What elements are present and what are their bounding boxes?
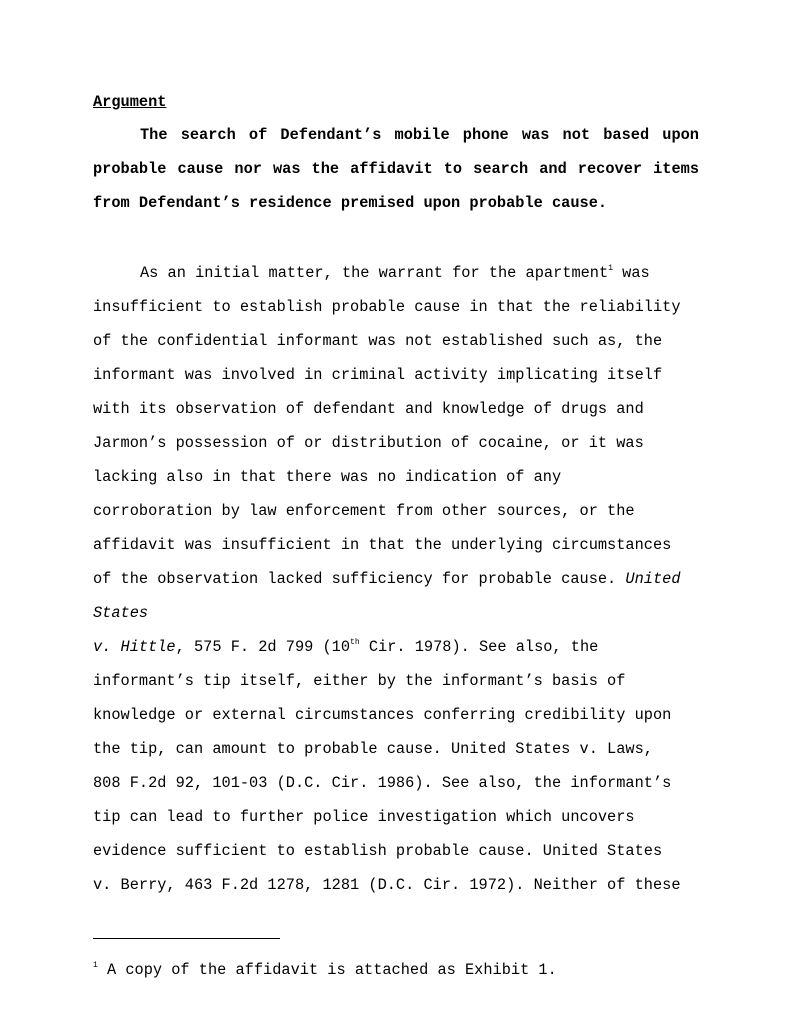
body-line — [93, 596, 699, 630]
body-line: lacking also in that there was no indication of any — [93, 468, 562, 486]
argument-subheading — [93, 118, 699, 220]
footnote-marker: 1 — [93, 961, 98, 970]
footnote-separator — [93, 938, 280, 939]
body-line: 808 F.2d 92, 101-03 (D.C. Cir. 1986). See also, the informant’s — [93, 774, 672, 792]
body-line: affidavit was insufficient in that the underlying circumstances — [93, 536, 672, 554]
body-line: informant was involved in criminal activity implicating itself — [93, 366, 663, 384]
body-line: tip can lead to further police investigation which uncovers — [93, 808, 635, 826]
body-line: the tip, can amount to probable cause. United States v. Laws, — [93, 740, 653, 758]
body-line: informant’s tip itself, either by the informant’s basis of — [93, 672, 626, 690]
footnote-text: A copy of the affidavit is attached as Exhibit 1. — [97, 961, 557, 979]
body-line: of the observation lacked sufficiency for probable cause. United — [93, 570, 681, 588]
body-line: v. Berry, 463 F.2d 1278, 1281 (D.C. Cir. 1972). Neither of these — [93, 876, 681, 894]
ordinal-suffix: th — [350, 638, 360, 647]
body-line: knowledge or external circumstances conferring credibility upon — [93, 706, 672, 724]
body-line: insufficient to establish probable cause in that the reliability — [93, 298, 681, 316]
body-line: corroboration by law enforcement from other sources, or the — [93, 502, 635, 520]
case-citation: States — [93, 604, 149, 622]
body-line: Jarmon’s possession of or distribution of cocaine, or it was — [93, 434, 644, 452]
body-line: with its observation of defendant and knowledge of drugs and — [93, 400, 644, 418]
case-citation: United — [625, 570, 681, 588]
body-line: As an initial matter, the warrant for the apartment$^1$ was — [140, 264, 650, 282]
body-paragraph — [93, 256, 699, 902]
body-line: of the confidential informant was not established such as, the — [93, 332, 663, 350]
subheading-text: The search of Defendant’s mobile phone was not based upon probable cause nor was the affidavit to search and recover items from Defendant’s residence premised upon probable cause. — [93, 126, 699, 212]
body-line: v. Hittle, 575 F. 2d 799 (10th Cir. 1978). See also, the — [93, 638, 599, 656]
body-line: evidence sufficient to establish probable cause. United States — [93, 842, 663, 860]
footnote — [93, 958, 557, 982]
section-heading: Argument — [93, 93, 167, 111]
footnote-ref: 1 — [608, 264, 613, 273]
case-citation: v. Hittle — [93, 638, 176, 656]
